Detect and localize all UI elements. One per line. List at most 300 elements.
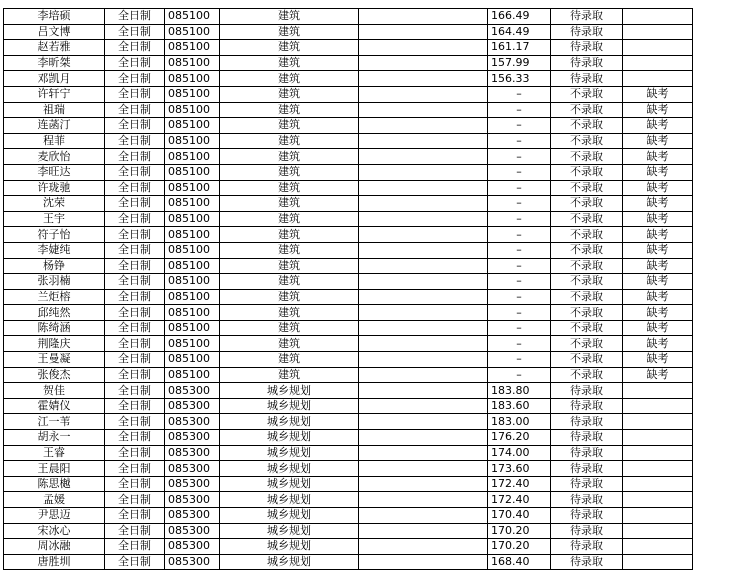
student-name-cell: 符子怡 [4, 227, 105, 243]
major-code-cell: 085100 [165, 86, 220, 102]
empty-cell [359, 274, 488, 290]
student-name-cell: 宋冰心 [4, 523, 105, 539]
major-code-cell: 085100 [165, 164, 220, 180]
score-cell: 156.33 [488, 71, 551, 87]
score-cell: – [488, 258, 551, 274]
empty-cell [359, 367, 488, 383]
score-cell: 168.40 [488, 554, 551, 570]
empty-cell [359, 164, 488, 180]
status-cell: 待录取 [551, 492, 623, 508]
score-cell: – [488, 102, 551, 118]
student-name-cell: 孟媛 [4, 492, 105, 508]
study-type-cell: 全日制 [105, 398, 165, 414]
major-name-cell: 建筑 [220, 352, 359, 368]
note-cell [623, 539, 693, 555]
note-cell [623, 9, 693, 25]
note-cell [623, 476, 693, 492]
major-code-cell: 085100 [165, 289, 220, 305]
student-name-cell: 程菲 [4, 133, 105, 149]
note-cell [623, 523, 693, 539]
empty-cell [359, 289, 488, 305]
table-row [4, 289, 693, 305]
status-cell: 待录取 [551, 9, 623, 25]
empty-cell [359, 383, 488, 399]
score-cell: 176.20 [488, 430, 551, 446]
empty-cell [359, 554, 488, 570]
major-code-cell: 085300 [165, 430, 220, 446]
empty-cell [359, 24, 488, 40]
score-cell: – [488, 242, 551, 258]
study-type-cell: 全日制 [105, 164, 165, 180]
empty-cell [359, 523, 488, 539]
note-cell: 缺考 [623, 133, 693, 149]
major-code-cell: 085100 [165, 211, 220, 227]
student-name-cell: 尹思迈 [4, 508, 105, 524]
student-name-cell: 许珑驰 [4, 180, 105, 196]
score-cell: 172.40 [488, 476, 551, 492]
score-cell: 183.60 [488, 398, 551, 414]
table-row [4, 133, 693, 149]
score-cell: 170.20 [488, 539, 551, 555]
major-name-cell: 城乡规划 [220, 398, 359, 414]
table-row [4, 40, 693, 56]
major-name-cell: 建筑 [220, 133, 359, 149]
status-cell: 不录取 [551, 164, 623, 180]
table-row [4, 242, 693, 258]
note-cell: 缺考 [623, 242, 693, 258]
score-cell: 164.49 [488, 24, 551, 40]
major-code-cell: 085300 [165, 476, 220, 492]
student-name-cell: 李培硕 [4, 9, 105, 25]
note-cell [623, 24, 693, 40]
empty-cell [359, 476, 488, 492]
study-type-cell: 全日制 [105, 336, 165, 352]
student-name-cell: 连菡汀 [4, 118, 105, 134]
status-cell: 不录取 [551, 133, 623, 149]
study-type-cell: 全日制 [105, 102, 165, 118]
table-row [4, 508, 693, 524]
major-code-cell: 085300 [165, 554, 220, 570]
score-cell: 166.49 [488, 9, 551, 25]
major-code-cell: 085100 [165, 102, 220, 118]
table-row [4, 24, 693, 40]
status-cell: 待录取 [551, 523, 623, 539]
status-cell: 不录取 [551, 274, 623, 290]
note-cell [623, 445, 693, 461]
study-type-cell: 全日制 [105, 196, 165, 212]
status-cell: 不录取 [551, 242, 623, 258]
score-cell: 183.80 [488, 383, 551, 399]
major-code-cell: 085300 [165, 508, 220, 524]
empty-cell [359, 398, 488, 414]
study-type-cell: 全日制 [105, 523, 165, 539]
major-name-cell: 建筑 [220, 196, 359, 212]
empty-cell [359, 55, 488, 71]
study-type-cell: 全日制 [105, 352, 165, 368]
student-name-cell: 江一苇 [4, 414, 105, 430]
student-name-cell: 祖瑞 [4, 102, 105, 118]
major-name-cell: 城乡规划 [220, 383, 359, 399]
note-cell: 缺考 [623, 227, 693, 243]
major-code-cell: 085100 [165, 227, 220, 243]
study-type-cell: 全日制 [105, 274, 165, 290]
study-type-cell: 全日制 [105, 149, 165, 165]
study-type-cell: 全日制 [105, 414, 165, 430]
table-row [4, 274, 693, 290]
empty-cell [359, 118, 488, 134]
table-row [4, 476, 693, 492]
major-code-cell: 085100 [165, 149, 220, 165]
study-type-cell: 全日制 [105, 476, 165, 492]
major-code-cell: 085300 [165, 461, 220, 477]
empty-cell [359, 414, 488, 430]
major-code-cell: 085300 [165, 539, 220, 555]
study-type-cell: 全日制 [105, 367, 165, 383]
score-cell: 170.40 [488, 508, 551, 524]
student-name-cell: 陈思樾 [4, 476, 105, 492]
study-type-cell: 全日制 [105, 24, 165, 40]
status-cell: 不录取 [551, 211, 623, 227]
status-cell: 待录取 [551, 55, 623, 71]
study-type-cell: 全日制 [105, 71, 165, 87]
major-code-cell: 085300 [165, 398, 220, 414]
student-name-cell: 李婕纯 [4, 242, 105, 258]
major-code-cell: 085100 [165, 55, 220, 71]
student-name-cell: 胡永一 [4, 430, 105, 446]
study-type-cell: 全日制 [105, 118, 165, 134]
score-cell: – [488, 133, 551, 149]
empty-cell [359, 336, 488, 352]
study-type-cell: 全日制 [105, 133, 165, 149]
table-row [4, 102, 693, 118]
major-code-cell: 085100 [165, 71, 220, 87]
major-code-cell: 085100 [165, 24, 220, 40]
status-cell: 待录取 [551, 71, 623, 87]
student-name-cell: 张羽楠 [4, 274, 105, 290]
score-cell: 170.20 [488, 523, 551, 539]
major-name-cell: 建筑 [220, 367, 359, 383]
student-name-cell: 邓凯月 [4, 71, 105, 87]
empty-cell [359, 86, 488, 102]
student-name-cell: 邱纯然 [4, 305, 105, 321]
student-name-cell: 唐胜圳 [4, 554, 105, 570]
note-cell: 缺考 [623, 164, 693, 180]
study-type-cell: 全日制 [105, 539, 165, 555]
status-cell: 不录取 [551, 149, 623, 165]
table-row [4, 398, 693, 414]
study-type-cell: 全日制 [105, 55, 165, 71]
student-name-cell: 霍婧仪 [4, 398, 105, 414]
status-cell: 待录取 [551, 383, 623, 399]
table-body [4, 9, 693, 570]
status-cell: 待录取 [551, 476, 623, 492]
score-cell: – [488, 164, 551, 180]
score-cell: – [488, 196, 551, 212]
table-row [4, 492, 693, 508]
score-cell: – [488, 305, 551, 321]
note-cell: 缺考 [623, 305, 693, 321]
major-code-cell: 085100 [165, 305, 220, 321]
score-cell: 172.40 [488, 492, 551, 508]
student-name-cell: 贺佳 [4, 383, 105, 399]
table-row [4, 523, 693, 539]
major-name-cell: 建筑 [220, 180, 359, 196]
status-cell: 不录取 [551, 289, 623, 305]
table-row [4, 55, 693, 71]
status-cell: 待录取 [551, 445, 623, 461]
student-name-cell: 兰炬榕 [4, 289, 105, 305]
major-name-cell: 建筑 [220, 55, 359, 71]
major-name-cell: 城乡规划 [220, 430, 359, 446]
status-cell: 待录取 [551, 461, 623, 477]
student-name-cell: 陈绮涵 [4, 320, 105, 336]
table-row [4, 445, 693, 461]
study-type-cell: 全日制 [105, 180, 165, 196]
major-code-cell: 085100 [165, 242, 220, 258]
major-name-cell: 建筑 [220, 258, 359, 274]
score-cell: – [488, 336, 551, 352]
table-row [4, 71, 693, 87]
note-cell: 缺考 [623, 258, 693, 274]
student-name-cell: 张俊杰 [4, 367, 105, 383]
major-code-cell: 085100 [165, 180, 220, 196]
study-type-cell: 全日制 [105, 289, 165, 305]
major-name-cell: 城乡规划 [220, 554, 359, 570]
score-cell: 173.60 [488, 461, 551, 477]
admission-table [3, 8, 693, 570]
student-name-cell: 荆隆庆 [4, 336, 105, 352]
major-code-cell: 085300 [165, 383, 220, 399]
major-name-cell: 建筑 [220, 86, 359, 102]
major-name-cell: 建筑 [220, 242, 359, 258]
table-row [4, 180, 693, 196]
score-cell: – [488, 367, 551, 383]
status-cell: 待录取 [551, 554, 623, 570]
major-code-cell: 085300 [165, 492, 220, 508]
table-row [4, 86, 693, 102]
note-cell [623, 414, 693, 430]
status-cell: 不录取 [551, 336, 623, 352]
note-cell: 缺考 [623, 367, 693, 383]
note-cell: 缺考 [623, 102, 693, 118]
empty-cell [359, 492, 488, 508]
major-name-cell: 城乡规划 [220, 539, 359, 555]
status-cell: 不录取 [551, 227, 623, 243]
major-name-cell: 建筑 [220, 24, 359, 40]
score-cell: – [488, 352, 551, 368]
major-code-cell: 085100 [165, 118, 220, 134]
major-code-cell: 085100 [165, 320, 220, 336]
empty-cell [359, 196, 488, 212]
student-name-cell: 许轩宁 [4, 86, 105, 102]
student-name-cell: 王宇 [4, 211, 105, 227]
empty-cell [359, 461, 488, 477]
score-cell: – [488, 180, 551, 196]
note-cell: 缺考 [623, 352, 693, 368]
major-code-cell: 085300 [165, 523, 220, 539]
status-cell: 待录取 [551, 24, 623, 40]
major-code-cell: 085100 [165, 196, 220, 212]
table-row [4, 414, 693, 430]
empty-cell [359, 133, 488, 149]
empty-cell [359, 9, 488, 25]
study-type-cell: 全日制 [105, 40, 165, 56]
note-cell: 缺考 [623, 211, 693, 227]
student-name-cell: 王睿 [4, 445, 105, 461]
score-cell: 183.00 [488, 414, 551, 430]
status-cell: 不录取 [551, 320, 623, 336]
table-row [4, 149, 693, 165]
major-code-cell: 085100 [165, 367, 220, 383]
major-name-cell: 建筑 [220, 40, 359, 56]
note-cell [623, 40, 693, 56]
empty-cell [359, 180, 488, 196]
status-cell: 不录取 [551, 258, 623, 274]
table-row [4, 461, 693, 477]
study-type-cell: 全日制 [105, 320, 165, 336]
note-cell [623, 71, 693, 87]
major-name-cell: 建筑 [220, 320, 359, 336]
note-cell: 缺考 [623, 320, 693, 336]
study-type-cell: 全日制 [105, 305, 165, 321]
status-cell: 不录取 [551, 180, 623, 196]
note-cell [623, 430, 693, 446]
status-cell: 不录取 [551, 352, 623, 368]
note-cell [623, 55, 693, 71]
status-cell: 不录取 [551, 86, 623, 102]
major-name-cell: 建筑 [220, 211, 359, 227]
status-cell: 待录取 [551, 508, 623, 524]
study-type-cell: 全日制 [105, 554, 165, 570]
status-cell: 待录取 [551, 539, 623, 555]
empty-cell [359, 40, 488, 56]
study-type-cell: 全日制 [105, 430, 165, 446]
status-cell: 不录取 [551, 305, 623, 321]
major-name-cell: 建筑 [220, 149, 359, 165]
score-cell: – [488, 118, 551, 134]
table-row [4, 118, 693, 134]
empty-cell [359, 211, 488, 227]
score-cell: – [488, 227, 551, 243]
study-type-cell: 全日制 [105, 383, 165, 399]
table-row [4, 320, 693, 336]
empty-cell [359, 71, 488, 87]
major-name-cell: 城乡规划 [220, 461, 359, 477]
study-type-cell: 全日制 [105, 445, 165, 461]
major-name-cell: 建筑 [220, 227, 359, 243]
status-cell: 待录取 [551, 430, 623, 446]
student-name-cell: 王晨阳 [4, 461, 105, 477]
status-cell: 不录取 [551, 102, 623, 118]
note-cell [623, 383, 693, 399]
status-cell: 待录取 [551, 40, 623, 56]
table-row [4, 9, 693, 25]
status-cell: 不录取 [551, 118, 623, 134]
major-name-cell: 建筑 [220, 9, 359, 25]
major-name-cell: 建筑 [220, 336, 359, 352]
major-code-cell: 085100 [165, 274, 220, 290]
major-name-cell: 城乡规划 [220, 508, 359, 524]
student-name-cell: 杨铮 [4, 258, 105, 274]
major-code-cell: 085100 [165, 352, 220, 368]
note-cell: 缺考 [623, 289, 693, 305]
major-code-cell: 085100 [165, 9, 220, 25]
note-cell [623, 554, 693, 570]
score-cell: – [488, 211, 551, 227]
major-name-cell: 城乡规划 [220, 414, 359, 430]
study-type-cell: 全日制 [105, 258, 165, 274]
student-name-cell: 赵若雅 [4, 40, 105, 56]
empty-cell [359, 305, 488, 321]
table-row [4, 196, 693, 212]
study-type-cell: 全日制 [105, 86, 165, 102]
empty-cell [359, 320, 488, 336]
empty-cell [359, 258, 488, 274]
table-row [4, 383, 693, 399]
score-cell: 157.99 [488, 55, 551, 71]
major-name-cell: 建筑 [220, 164, 359, 180]
major-code-cell: 085300 [165, 414, 220, 430]
student-name-cell: 吕文博 [4, 24, 105, 40]
empty-cell [359, 149, 488, 165]
student-name-cell: 李昕桀 [4, 55, 105, 71]
study-type-cell: 全日制 [105, 508, 165, 524]
major-name-cell: 建筑 [220, 289, 359, 305]
study-type-cell: 全日制 [105, 9, 165, 25]
student-name-cell: 麦欣怡 [4, 149, 105, 165]
empty-cell [359, 242, 488, 258]
score-cell: – [488, 274, 551, 290]
note-cell: 缺考 [623, 336, 693, 352]
note-cell [623, 461, 693, 477]
empty-cell [359, 430, 488, 446]
major-code-cell: 085100 [165, 133, 220, 149]
note-cell: 缺考 [623, 86, 693, 102]
score-cell: – [488, 86, 551, 102]
table-row [4, 352, 693, 368]
table-row [4, 227, 693, 243]
major-name-cell: 建筑 [220, 102, 359, 118]
score-cell: – [488, 149, 551, 165]
status-cell: 不录取 [551, 367, 623, 383]
score-cell: – [488, 289, 551, 305]
major-name-cell: 建筑 [220, 274, 359, 290]
major-code-cell: 085100 [165, 258, 220, 274]
major-code-cell: 085300 [165, 445, 220, 461]
note-cell: 缺考 [623, 149, 693, 165]
table-row [4, 164, 693, 180]
study-type-cell: 全日制 [105, 492, 165, 508]
note-cell [623, 508, 693, 524]
note-cell: 缺考 [623, 196, 693, 212]
study-type-cell: 全日制 [105, 242, 165, 258]
table-row [4, 554, 693, 570]
note-cell [623, 398, 693, 414]
student-name-cell: 李旺达 [4, 164, 105, 180]
note-cell: 缺考 [623, 180, 693, 196]
empty-cell [359, 539, 488, 555]
major-name-cell: 城乡规划 [220, 445, 359, 461]
score-cell: – [488, 320, 551, 336]
status-cell: 待录取 [551, 398, 623, 414]
major-code-cell: 085100 [165, 336, 220, 352]
student-name-cell: 沈荣 [4, 196, 105, 212]
empty-cell [359, 102, 488, 118]
note-cell: 缺考 [623, 274, 693, 290]
major-name-cell: 建筑 [220, 71, 359, 87]
empty-cell [359, 352, 488, 368]
note-cell [623, 492, 693, 508]
